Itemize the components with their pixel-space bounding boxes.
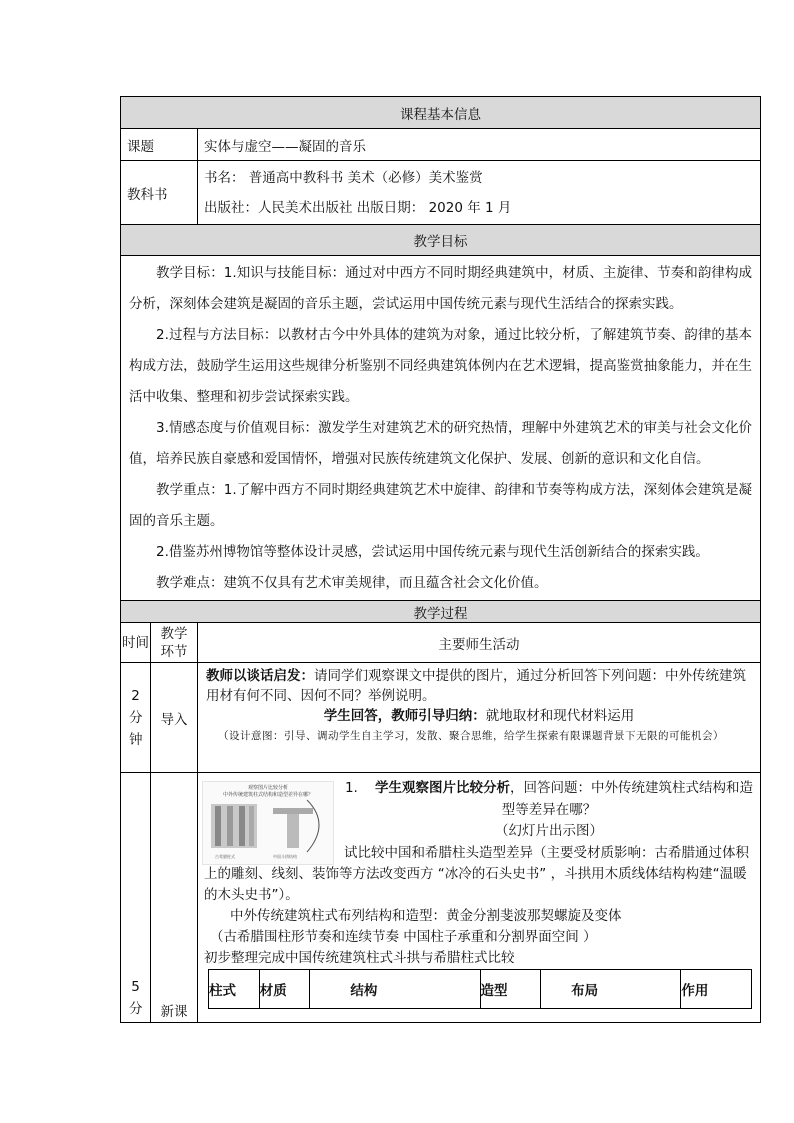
lesson-plan-page [120,96,760,1023]
difficulty-paragraph: 教学难点：建筑不仅具有艺术审美规律，而且蕴含社会文化价值。 [156,575,548,591]
slide-thumbnail-title: 观察图片比较分析 [247,785,288,791]
newlesson-time: 5分 [121,773,151,1023]
columns-illustration [203,798,333,858]
compare-text: 试比较中国和希腊柱头造型差异（主要受材质影响：古希腊通过体积上的雕刻、线刻、装饰等方法改变西方 “冰冷的石头史书” ，斗拱用木质线体结构构建“温暖的木头史书”）。 [204,845,749,903]
key-point-paragraph: 教学重点：1.了解中西方不同时期经典建筑艺术中旋律、韵律和节奏等构成方法，深刻体会建筑是凝固的音乐主题。 [129,482,753,529]
course-label: 课题 [121,129,198,161]
section-basic-info-title: 课程基本信息 [121,97,761,129]
paren-text: （古希腊围柱形节奏和连续节奏 中国柱子承重和分割界面空间 ） [210,929,597,945]
slide-caption-right: 中国斗拱结构 [273,854,297,859]
slide-thumbnail-image [202,781,334,865]
activity-header: 主要师生活动 [198,623,761,663]
key-point-paragraph: 2.借鉴苏州博物馆等整体设计灵感，尝试运用中国传统元素与现代生活创新结合的探索实践。 [156,544,709,560]
textbook-book-line: 书名： 普通高中教科书 美术（必修）美术鉴赏 [204,169,483,186]
objective-paragraph: 2.过程与方法目标：以教材古今中外具体的建筑为对象，通过比较分析，了解建筑节奏、韵律的基本构成方法，鼓励学生运用这些规律分析鉴别不同经典建筑体例内在艺术逻辑，提高鉴赏抽象能力，并在生活中收集、整理和初步尝试探索实践。 [129,327,753,405]
newlesson-stage: 新课 [151,773,198,1023]
comparison-header-cell: 造型 [480,970,541,1009]
objective-paragraph: 教学目标：1.知识与技能目标：通过对中西方不同时期经典建筑中，材质、主旋律、节奏和韵律构成分析，深刻体会建筑是凝固的音乐主题，尝试运用中国传统元素与现代生活结合的探索实践。 [129,265,753,312]
comparison-header-cell: 作用 [681,970,752,1009]
objective-paragraph: 3.情感态度与价值观目标：激发学生对建筑艺术的研究热情，理解中外建筑艺术的审美与社会文化价值，培养民族自豪感和爱国情怀，增强对民族传统建筑文化保护、发展、创新的意识和文化自信。 [129,420,753,467]
comparison-header-cell: 结构 [310,970,480,1009]
intro-teacher-text: 请同学们观察课文中提供的图片，通过分析回答下列问题：中外传统建筑用材有何不同、因何不同？举例说明。 [206,668,746,704]
comparison-header-cell: 材质 [259,970,310,1009]
intro-student-line [204,706,754,726]
question-number: 1. [344,780,358,796]
lesson-plan-table [120,96,761,1023]
slide-thumbnail-subtitle: 中外传统建筑柱式结构和造型差异在哪？ [222,792,313,798]
section-process-title: 教学过程 [121,601,761,623]
intro-design-note: （设计意图：引导、调动学生自主学习，发散、聚合思维，给学生探索有限课题背景下无限的可能机会） [218,730,724,742]
question-bold: 学生观察图片比较分析 [375,780,511,796]
textbook-publisher-line: 出版社：人民美术出版社 出版日期： 2020 年 1 月 [204,199,512,216]
objectives-cell [121,256,761,601]
question-block [344,777,754,821]
section-objectives-title: 教学目标 [121,225,761,256]
course-value: 实体与虚空——凝固的音乐 [198,129,761,161]
comparison-header-cell: 布局 [541,970,681,1009]
intro-teacher-line [204,666,754,706]
intro-student-text: 就地取材和现代材料运用 [485,708,635,724]
slide-caption-left: 古希腊柱式 [215,854,235,859]
table-intro: 初步整理完成中国传统建筑柱式斗拱与希腊柱式比较 [204,950,515,966]
newlesson-activity [198,773,761,1023]
comparison-header-cell: 柱式 [209,970,260,1009]
question-text: ，回答问题：中外传统建筑柱式结构和造型等差异在哪？ [501,780,754,818]
intro-teacher-bold: 教师以谈话启发： [206,668,314,684]
stage-header: 教学环节 [151,623,198,663]
textbook-value [198,161,761,225]
layout-text: 中外传统建筑柱式布列结构和造型：黄金分割斐波那契螺旋及变体 [230,908,622,924]
intro-time: 2分钟 [121,663,151,773]
time-header: 时间 [121,623,151,663]
textbook-label: 教科书 [121,161,198,225]
intro-stage: 导入 [151,663,198,773]
comparison-table [208,969,752,1009]
intro-student-bold: 学生回答，教师引导归纳： [323,708,486,724]
intro-activity [198,663,761,773]
slide-note: （幻灯片出示图） [495,823,603,839]
